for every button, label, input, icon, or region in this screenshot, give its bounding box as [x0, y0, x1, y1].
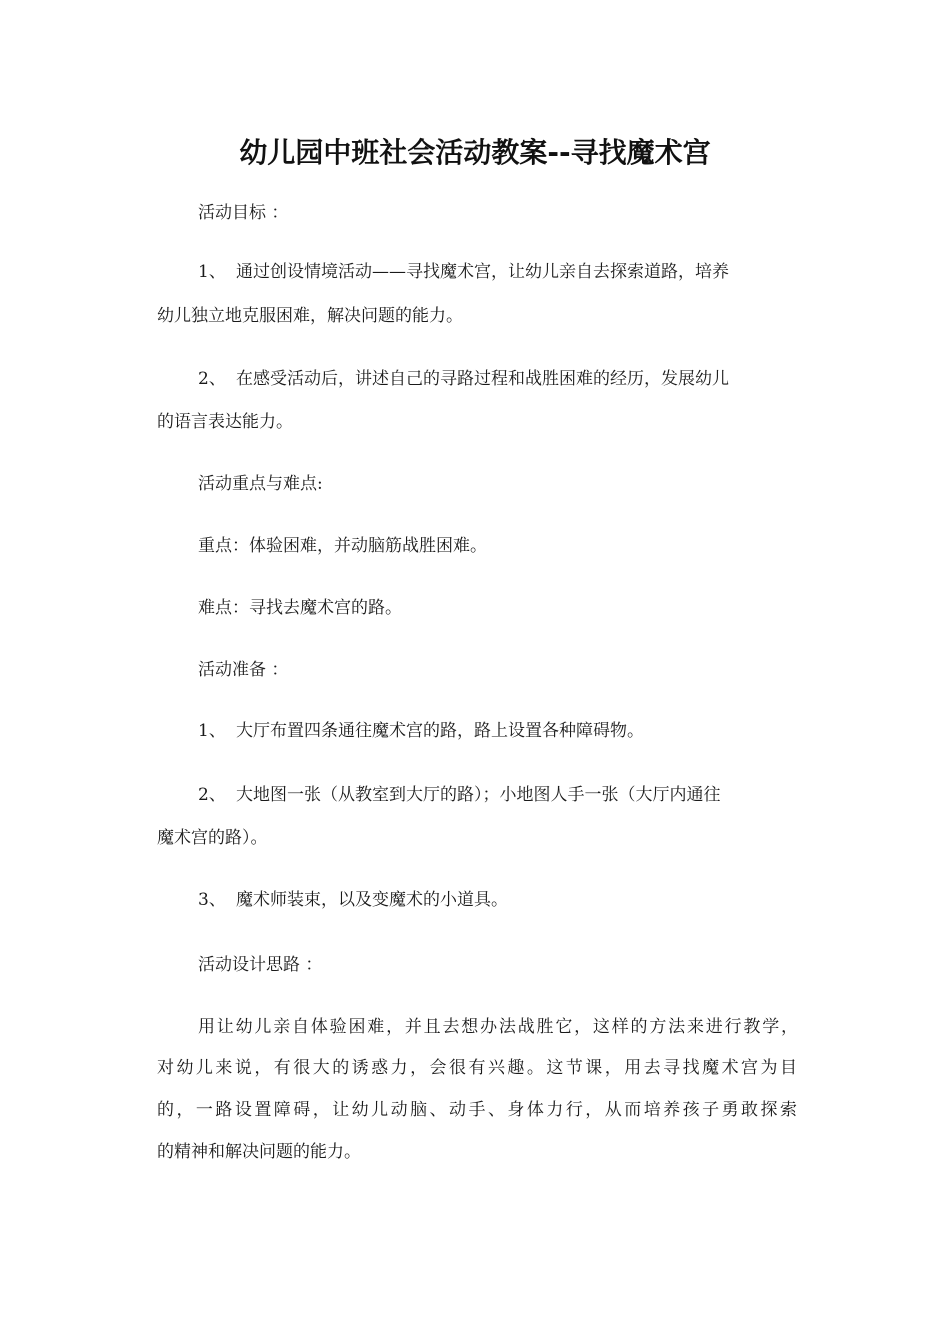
focus-key-point: 重点：体验困难，并动脑筋战胜困难。: [198, 536, 487, 556]
focus-difficult-point: 难点：寻找去魔术宫的路。: [198, 598, 402, 618]
goal-1-number: 1、: [198, 262, 226, 282]
document-title: 幼儿园中班社会活动教案--寻找魔术宫: [239, 136, 711, 169]
goal-2-text: 在感受活动后，讲述自己的寻路过程和战胜困难的经历，发展幼儿: [236, 369, 729, 389]
goal-1-line-2: 幼儿独立地克服困难，解决问题的能力。: [157, 306, 463, 326]
goal-2-number: 2、: [198, 369, 226, 389]
focus-heading: 活动重点与难点:: [198, 474, 323, 494]
preparation-2-number: 2、: [198, 785, 226, 805]
preparation-2-line-1: [198, 782, 798, 808]
goal-2-line-2: 的语言表达能力。: [157, 412, 293, 432]
preparation-3-text: 魔术师装束，以及变魔术的小道具。: [236, 890, 508, 910]
preparation-2-line-2: 魔术宫的路）。: [157, 828, 268, 848]
goal-1-line-1: [198, 259, 798, 285]
design-paragraph-line-2: 对幼儿来说，有很大的诱惑力，会很有兴趣。这节课，用去寻找魔术宫为目: [157, 1058, 797, 1078]
goal-2-line-1: [198, 366, 798, 392]
design-heading: 活动设计思路 ：: [198, 955, 323, 975]
preparation-1-text: 大厅布置四条通往魔术宫的路，路上设置各种障碍物。: [236, 721, 644, 741]
design-paragraph-line-4: 的精神和解决问题的能力。: [157, 1142, 361, 1162]
design-paragraph-line-3: 的，一路设置障碍，让幼儿动脑、动手、身体力行，从而培养孩子勇敢探索: [157, 1100, 797, 1120]
preparation-3: [198, 887, 798, 913]
goals-heading: 活动目标 ：: [198, 203, 289, 223]
preparation-1: [198, 718, 798, 744]
design-paragraph-line-1: 用让幼儿亲自体验困难，并且去想办法战胜它，这样的方法来进行教学，: [198, 1017, 798, 1037]
preparation-heading: 活动准备 ：: [198, 660, 289, 680]
preparation-3-number: 3、: [198, 890, 226, 910]
preparation-2-text: 大地图一张（从教室到大厅的路）；小地图人手一张（大厅内通往: [236, 785, 721, 805]
goal-1-text: 通过创设情境活动——寻找魔术宫，让幼儿亲自去探索道路，培养: [236, 262, 729, 282]
preparation-1-number: 1、: [198, 721, 226, 741]
